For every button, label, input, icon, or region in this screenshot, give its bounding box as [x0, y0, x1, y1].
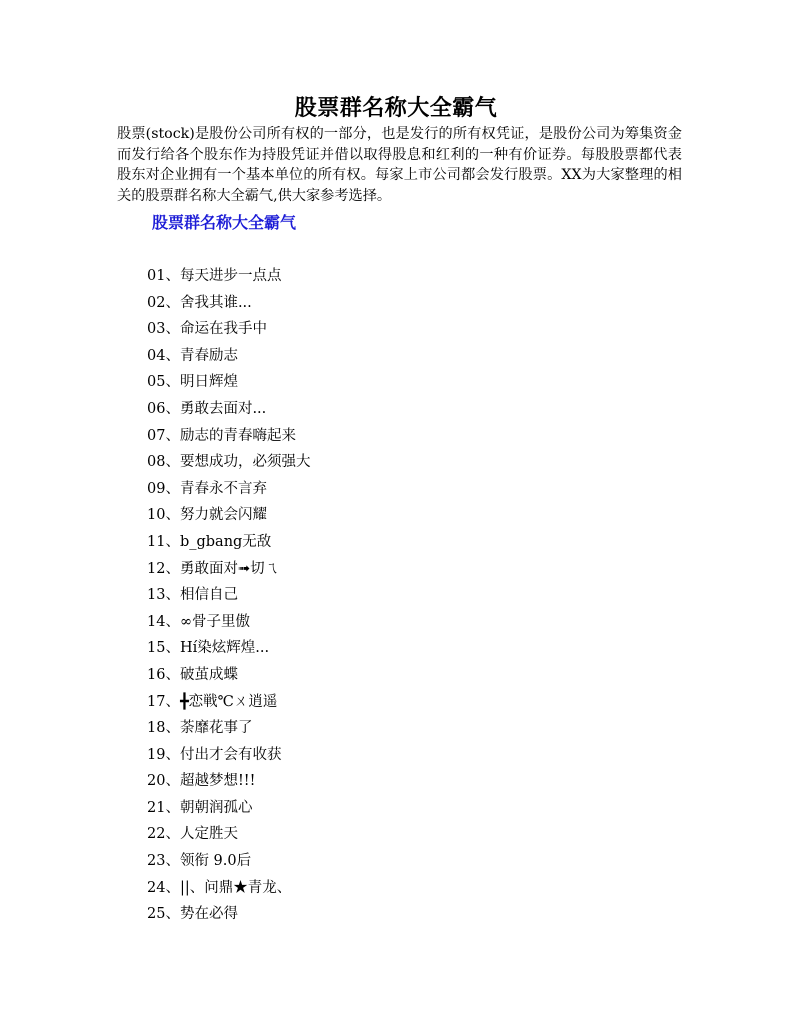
list-item: 23、领衔 9.0后: [147, 853, 252, 870]
list-item: 19、付出才会有收获: [147, 746, 282, 763]
group-name-list: [147, 265, 310, 930]
list-item: 10、努力就会闪耀: [147, 507, 267, 524]
page-title: 股票群名称大全霸气: [294, 95, 498, 121]
list-item: 07、励志的青春嗨起来: [147, 427, 296, 444]
list-item: 05、明日辉煌: [147, 374, 238, 391]
list-item: 24、||、问鼎★青龙、: [147, 879, 292, 896]
list-item: 17、╋恋戦℃ㄨ逍遥: [147, 693, 278, 710]
list-item: 08、要想成功，必须强大: [147, 454, 311, 471]
list-item: 20、超越梦想!!!: [147, 773, 256, 790]
list-item: 04、青春励志: [147, 347, 238, 364]
list-item: 22、人定胜天: [147, 826, 238, 843]
list-item: 15、Hí染炫辉煌...: [147, 640, 270, 657]
list-item: 25、势在必得: [147, 906, 238, 923]
list-item: 01、每天进步一点点: [147, 268, 282, 284]
list-item: 14、∞骨子里傲: [147, 613, 251, 630]
list-item: 16、破茧成蝶: [147, 666, 238, 683]
list-item: 13、相信自己: [147, 587, 238, 604]
list-item: 21、朝朝润孤心: [147, 799, 253, 816]
intro-paragraph: 股票(stock)是股份公司所有权的一部分，也是发行的所有权凭证，是股份公司为筹集资金而发行给各个股东作为持股凭证并借以取得股息和红利的一种有价证券。每股股票都代表股东对企业拥有一个基本单位的所有权。每家上市公司都会发行股票。XX为大家整理的相关的股票群名称大全霸气,供大家参考选择。: [117, 126, 682, 204]
list-item: 12、勇敢面对➟切ㄟ: [147, 560, 280, 577]
list-item: 18、荼靡花事了: [147, 720, 253, 737]
list-item: 06、勇敢去面对...: [147, 400, 267, 417]
section-heading: 股票群名称大全霸气: [152, 213, 297, 232]
list-item: 03、命运在我手中: [147, 321, 267, 338]
list-item: 09、青春永不言弃: [147, 480, 267, 497]
list-item: 02、舍我其谁...: [147, 294, 252, 311]
list-item: 11、b_gbang无敌: [147, 533, 272, 550]
